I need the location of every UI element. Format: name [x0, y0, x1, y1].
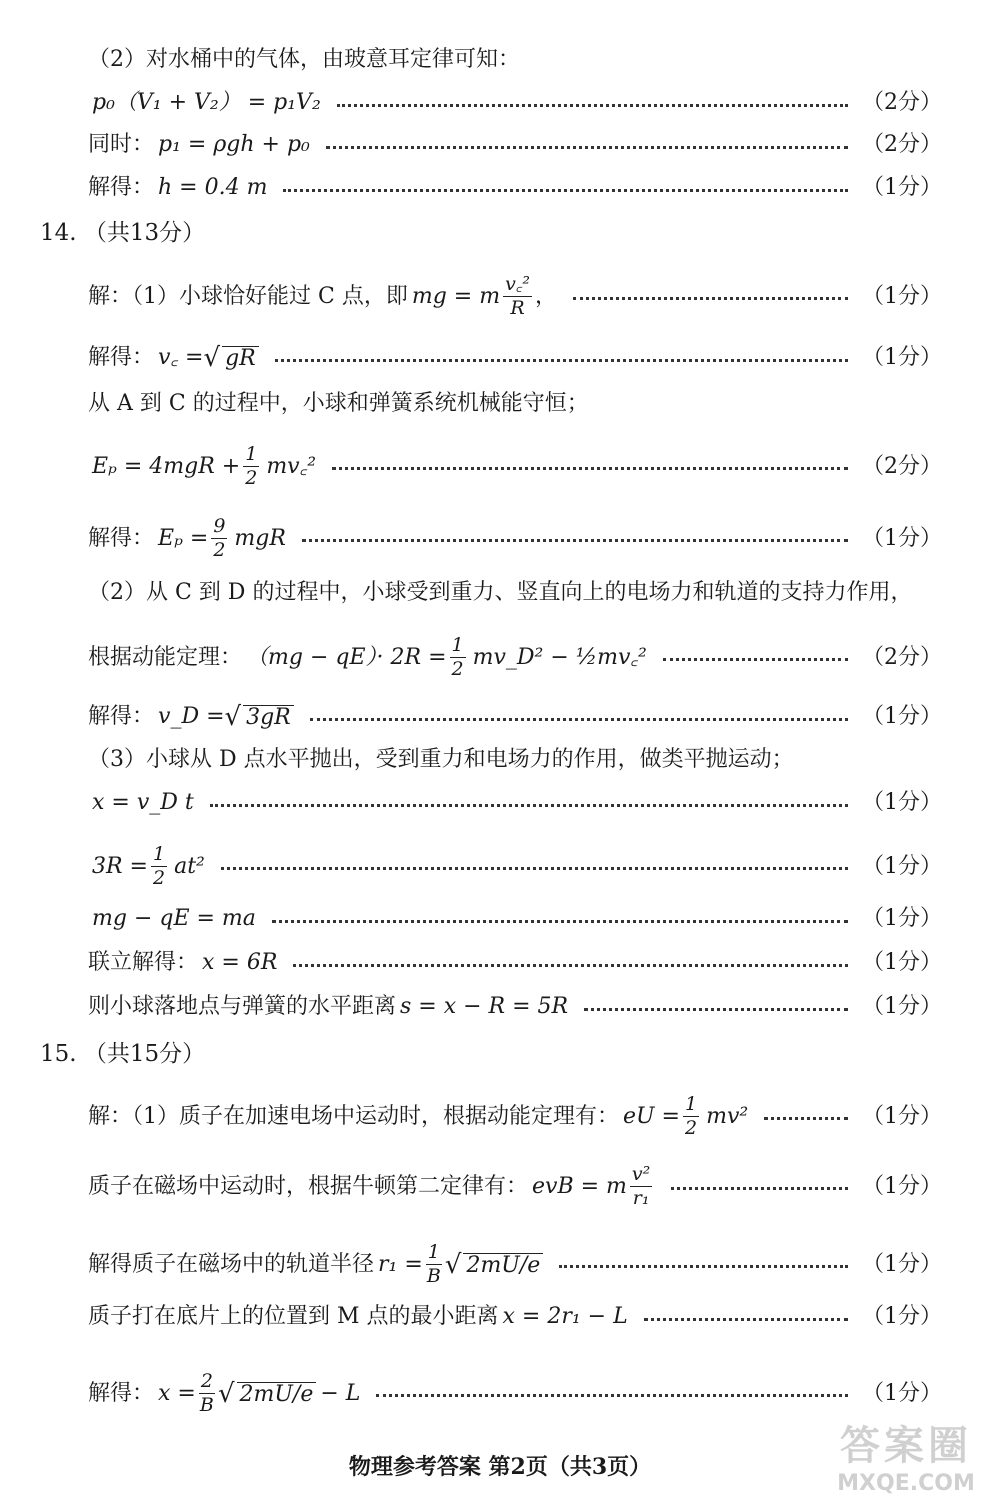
equation-line: 质子打在底片上的位置到 M 点的最小距离 x = 2r₁ − L （1分）: [88, 1304, 942, 1329]
question-heading: 15. （共15分）: [40, 1041, 206, 1067]
equation-line: mg − qE = ma （1分）: [92, 906, 942, 931]
watermark-logo: 答案圈 MXQE.COM: [837, 1422, 975, 1496]
equation-line: 联立解得： x = 6R （1分）: [88, 950, 942, 975]
text-line: 从 A 到 C 的过程中，小球和弹簧系统机械能守恒；: [88, 391, 589, 416]
equation-line: 解得质子在磁场中的轨道半径 r₁ = $\frac{1}{B}$ √ 2mU/e （1分）: [88, 1241, 942, 1287]
page-footer: 物理参考答案 第2页（共3页）: [348, 1454, 652, 1480]
equation-line: 解得： x = $\frac{2}{B}$ √ 2mU/e − L （1分）: [88, 1370, 942, 1416]
equation-line: 质子在磁场中运动时，根据牛顿第二定律有： evB = m $\frac{\text{v²}}{\text{r₁}}$ （1分）: [88, 1163, 942, 1209]
equation-line: 同时： p₁ = ρgh + p₀ （2分）: [88, 132, 942, 157]
equation-line: 3R = $\frac{1}{2}$ at² （1分）: [92, 843, 942, 889]
equation-line: x = v_D t （1分）: [92, 790, 942, 815]
equation-line: 解得： Eₚ = $\frac{9}{2}$ mgR （1分）: [88, 515, 942, 561]
equation-line: 解：（1）质子在加速电场中运动时，根据动能定理有： eU = $\frac{1}{2}$ mv² （1分）: [88, 1093, 942, 1139]
text-line: （2）从 C 到 D 的过程中，小球受到重力、竖直向上的电场力和轨道的支持力作用，: [88, 580, 913, 605]
text-line: （3）小球从 D 点水平抛出，受到重力和电场力的作用，做类平抛运动；: [88, 747, 794, 772]
text-line: （2）对水桶中的气体，由玻意耳定律可知：: [88, 47, 520, 72]
equation-line: 解得： v꜀ = √ gR （1分）: [88, 343, 942, 373]
equation-line: 根据动能定理： （mg − qE）· 2R = $\frac{1}{2}$ mv_D² − ½mv꜀² （2分）: [88, 634, 942, 680]
equation-line: 则小球落地点与弹簧的水平距离 s = x − R = 5R （1分）: [88, 994, 942, 1019]
equation-line: 解：（1）小球恰好能过 C 点，即 mg = m $\frac{\text{v꜀²}}{R}$ ， （1分）: [88, 273, 942, 319]
question-heading: 14. （共13分）: [40, 220, 206, 246]
equation-line: p₀（V₁ + V₂） = p₁V₂ （2分）: [92, 90, 942, 115]
equation-line: Eₚ = 4mgR + $\frac{1}{2}$ mv꜀² （2分）: [92, 443, 942, 489]
equation-line: 解得： h = 0.4 m （1分）: [88, 175, 942, 200]
equation-line: 解得： v_D = √ 3gR （1分）: [88, 702, 942, 732]
